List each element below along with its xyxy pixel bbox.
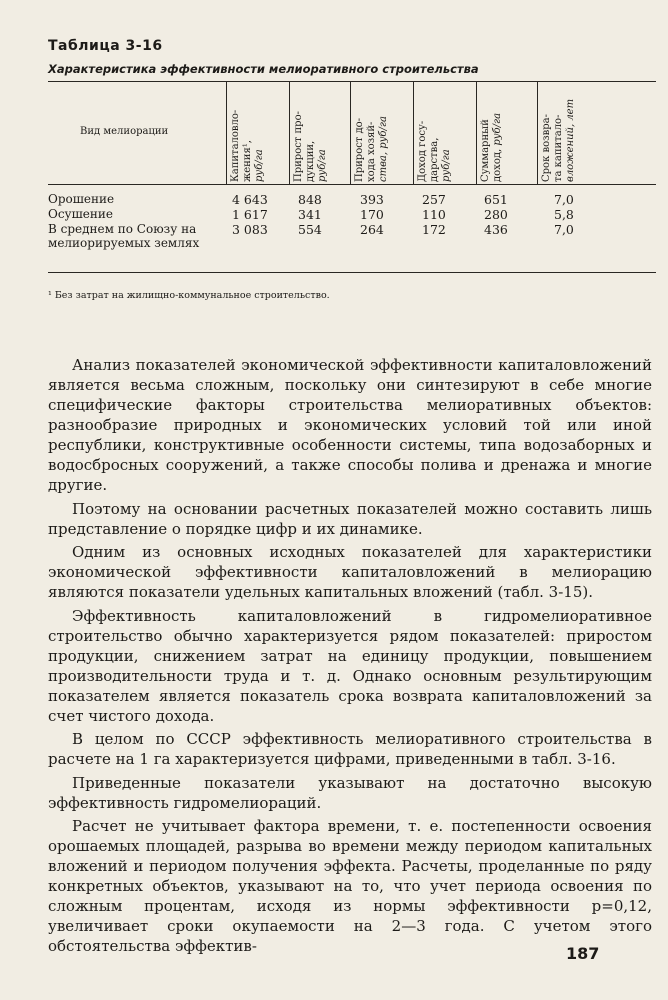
table-cell: 5,8 [554,207,574,222]
paragraph: Эффективность капиталовложений в гидромелиоративное строительство обычно характеризуется рядом показателей: приростом продукции, снижением затрат на единицу продукции, повышением производительности труда и т. д. Однако основным результирующим показателем является показатель срока возврата капиталовложений за счет чистого дохода. [48,606,652,725]
table-caption: Характеристика эффективности мелиоративного строительства [48,62,479,76]
paragraph: Поэтому на основании расчетных показателей можно составить лишь представление о порядке цифр и их динамике. [48,499,652,538]
row-header: Вид мелиорации [80,126,169,137]
paragraph: В целом по СССР эффективность мелиоративного строительства в расчете на 1 га характеризуется цифрами, приведенными в табл. 3-16. [48,730,652,768]
column-divider [537,82,538,184]
table-cell: 172 [422,222,446,237]
paragraph: Приведенные показатели указывают на достаточно высокую эффективность гидромелиораций. [48,773,652,812]
table-cell: 7,0 [554,222,574,237]
column-header: Суммарный доход, руб/га [480,112,503,182]
table-cell: 393 [360,192,384,207]
table-cell: 3 083 [232,222,268,237]
column-divider [476,82,477,184]
table-top-rule [48,81,656,82]
table-cell: 436 [484,222,508,237]
table-cell: 7,0 [554,192,574,207]
table-label: Таблица 3-16 [48,38,163,54]
table-bottom-rule [48,272,656,273]
table-footnote: ¹ Без затрат на жилищно-коммунальное строительство. [48,290,330,301]
paragraph: Анализ показателей экономической эффективности капиталовложений является весьма сложным, поскольку они синтезируют в себе многие специфические факторы строительства мелиоративных объектов: разнообразие природных и экономических условий той или иной республики, конструктивные особенности системы, типа водозаборных и водосбросных сооружений, а также способы полива и дренажа и многие другие. [48,356,652,494]
table-cell: 848 [298,192,322,207]
body-text [48,355,652,960]
table-cell: 1 617 [232,207,268,222]
table-cell: 341 [298,207,322,222]
column-divider [289,82,290,184]
column-header: Срок возвра- та капитало- вложений, лет [541,98,576,182]
table-row-label: мелиорируемых землях [48,236,200,250]
column-header: Прирост до- хода хозяй- ства, руб/га [354,116,389,182]
table-cell: 554 [298,222,322,237]
table-cell: 4 643 [232,192,268,207]
column-header: Капиталовло- жения¹, руб/га [230,109,265,182]
table-row-label: Осушение [48,207,113,221]
paragraph: Одним из основных исходных показателей для характеристики экономической эффективности капиталовложений в мелиорацию являются показатели удельных капитальных вложений (табл. 3-15). [48,543,652,601]
page-number: 187 [566,944,600,963]
paragraph: Расчет не учитывает фактора времени, т. е. постепенности освоения орошаемых площадей, разрыва во времени между периодом капитальных вложений и периодом получения эффекта. Расчеты, проделанные по ряду конкретных объектов, указывают на то, что учет периода освоения по сложным процентам, исходя из нормы эффективности p=0,12, увеличивает сроки окупаемости на 2—3 года. С учетом этого обстоятельства эффектив- [48,817,652,955]
table-cell: 651 [484,192,508,207]
table-cell: 170 [360,207,384,222]
table-header-rule [48,184,656,185]
column-header: Прирост про- дукции, руб/га [293,111,328,182]
table-cell: 110 [422,207,446,222]
column-divider [226,82,227,184]
column-divider [413,82,414,184]
table-row-label: Орошение [48,192,115,206]
table-cell: 257 [422,192,446,207]
table-cell: 280 [484,207,508,222]
column-divider [350,82,351,184]
table-row-label: В среднем по Союзу на [48,222,197,236]
column-header: Доход госу- дарства, руб/га [417,120,452,182]
table-cell: 264 [360,222,384,237]
